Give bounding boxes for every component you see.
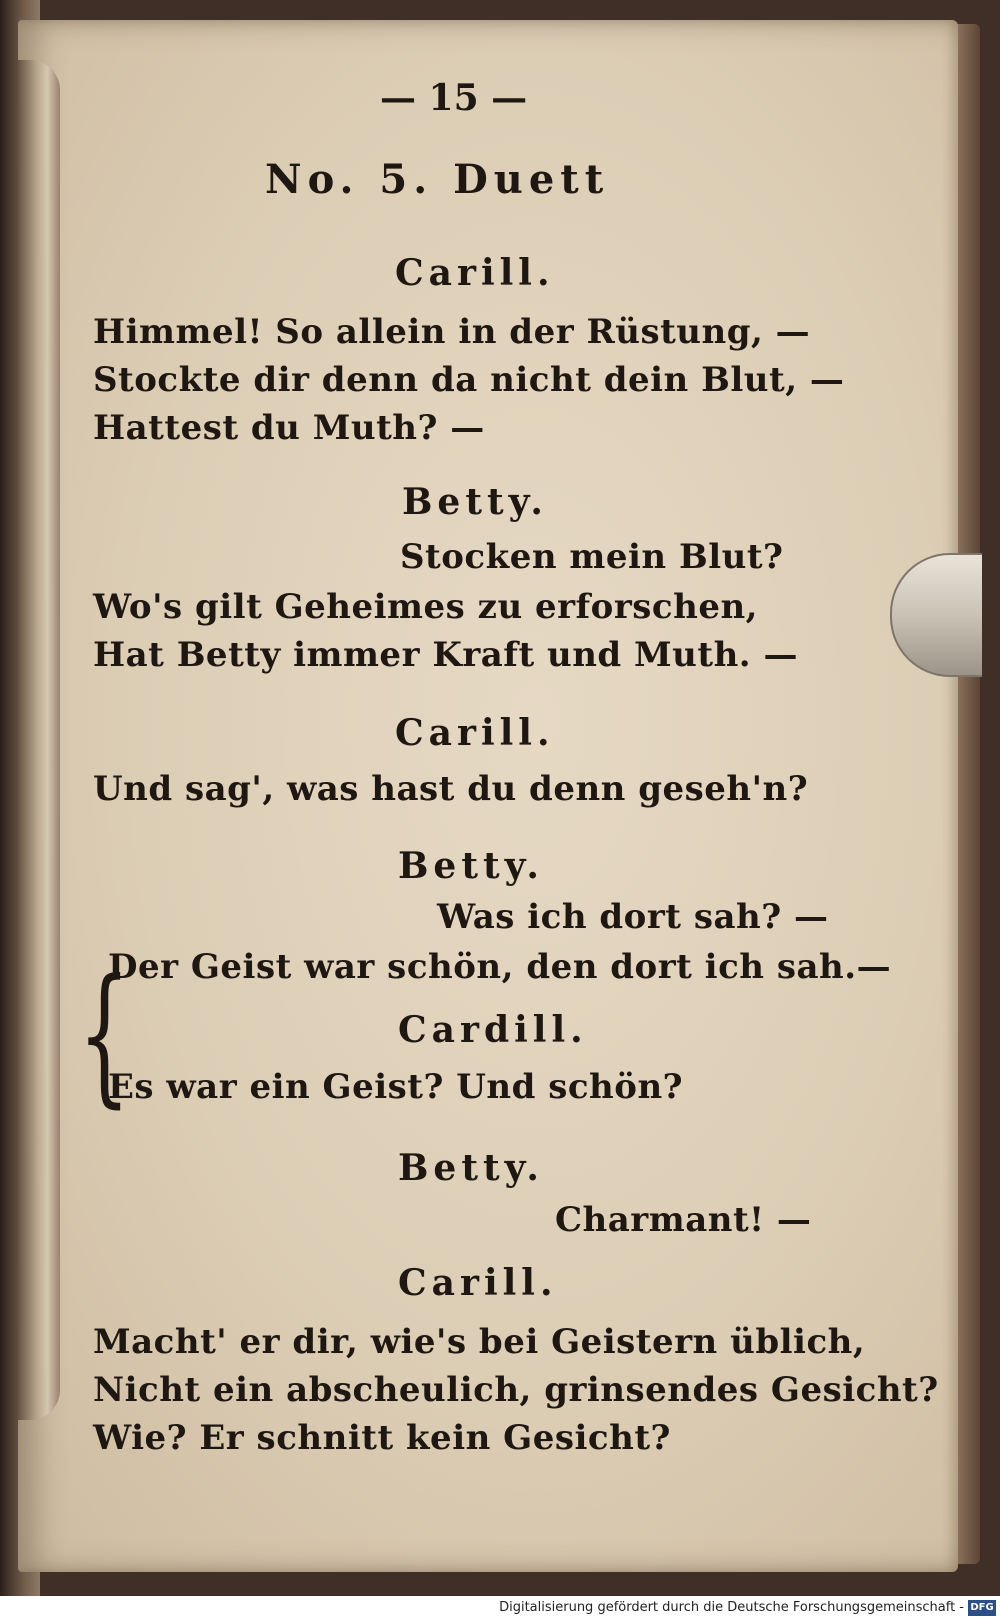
footer-bar xyxy=(0,1596,1000,1621)
speaker-name: Betty. xyxy=(398,1147,544,1189)
verse-line: Himmel! So allein in der Rüstung, — xyxy=(93,312,811,352)
verse-line: Was ich dort sah? — xyxy=(437,897,829,937)
speaker-name: Carill. xyxy=(395,252,555,294)
verse-line: Der Geist war schön, den dort ich sah.— xyxy=(108,947,892,987)
verse-line: Hattest du Muth? — xyxy=(93,408,485,448)
page-clip-left xyxy=(18,60,60,1420)
verse-line: Und sag', was hast du denn geseh'n? xyxy=(93,769,809,809)
verse-line: Stockte dir denn da nicht dein Blut, — xyxy=(93,360,845,400)
verse-line: Es war ein Geist? Und schön? xyxy=(108,1067,684,1107)
speaker-name: Carill. xyxy=(395,712,555,754)
speaker-name: Cardill. xyxy=(398,1009,588,1051)
speaker-name: Betty. xyxy=(402,481,548,523)
verse-line: Wie? Er schnitt kein Gesicht? xyxy=(93,1418,671,1458)
page-title: No. 5. Duett xyxy=(265,156,610,203)
speaker-name: Betty. xyxy=(398,845,544,887)
verse-line: Charmant! — xyxy=(555,1200,812,1240)
verse-line: Wo's gilt Geheimes zu erforschen, xyxy=(93,587,759,627)
verse-line: Stocken mein Blut? xyxy=(400,537,784,577)
page-number: — 15 — xyxy=(380,77,528,119)
brace-symbol: { xyxy=(78,948,131,1122)
dfg-logo: DFG xyxy=(968,1600,996,1616)
footer-credit: Digitalisierung gefördert durch die Deutsche Forschungsgemeinschaft - xyxy=(499,1600,964,1615)
speaker-name: Carill. xyxy=(398,1262,558,1304)
verse-line: Nicht ein abscheulich, grinsendes Gesicht? xyxy=(93,1370,939,1410)
verse-line: Hat Betty immer Kraft und Muth. — xyxy=(93,635,798,675)
verse-line: Macht' er dir, wie's bei Geistern üblich, xyxy=(93,1322,866,1362)
